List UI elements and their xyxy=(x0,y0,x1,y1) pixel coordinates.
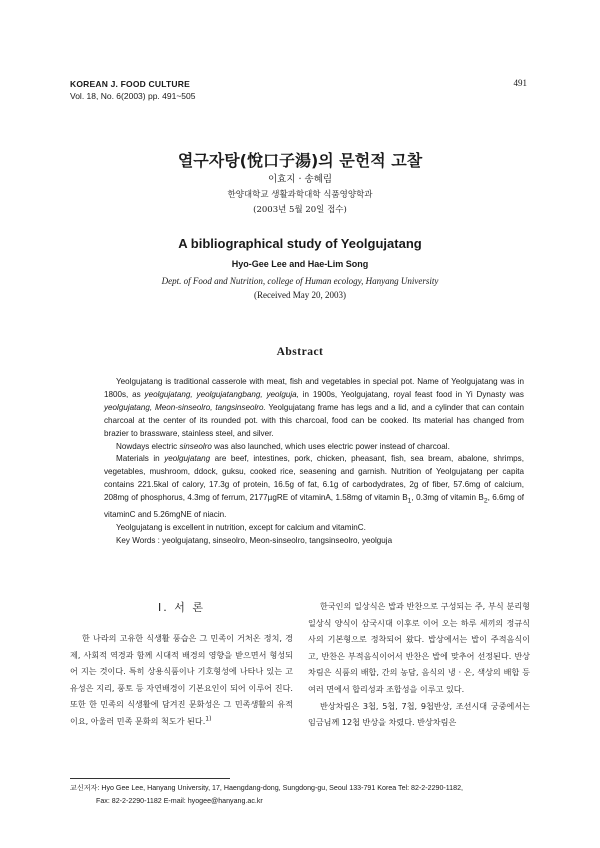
abstract-text: was also launched, which uses electric power instead of charcoal. xyxy=(211,441,450,451)
english-received-date: (Received May 20, 2003) xyxy=(254,290,346,300)
abstract-paragraph xyxy=(104,441,524,454)
body-paragraph xyxy=(70,630,293,730)
abstract-text: , 6.6mg of vitaminC and 5.26mgNE of niacin. xyxy=(104,493,524,519)
keywords-list: : yeolgujatang, sinseolro, Meon-sinseolro, tangsinseolro, yeolguja xyxy=(155,536,393,546)
abstract-text: Nowdays electric xyxy=(116,441,180,451)
right-column xyxy=(308,598,530,731)
journal-volume: Vol. 18, No. 6(2003) pp. 491~505 xyxy=(70,91,196,101)
abstract-body xyxy=(104,376,524,548)
abstract-italic-text: yeolgujatang, Meon-sinseolro, tangsinseolro. xyxy=(104,402,266,412)
abstract-text: in 1900s, Yeolgujatang, royal feast food in Yi Dynasty was xyxy=(298,389,524,399)
abstract-paragraph xyxy=(104,453,524,521)
body-paragraph: 반상차림은 3첩, 5첩, 7첩, 9첩반상, 조선시대 궁중에서는 임금님께 12첩 반상을 차렸다. 반상차림은 xyxy=(308,700,530,728)
body-paragraph: 한국인의 일상식은 밥과 반찬으로 구성되는 주, 부식 분리형 일상식 양식이 삼국시대 이후로 이어 오는 하루 세끼의 정규식사의 기본형으로 정착되어 왔다. 밥상에서는 밥이 주적음식이고, 반찬은 부적음식이어서 반찬은 밥에 맞추어 선정된다. 반상차림은 식품의 배합, 간의 농담, 음식의 냉 · 온, 색상의 배합 등 여러 면에서 합리성과 조합성을 이루고 있다. xyxy=(308,601,530,694)
left-column xyxy=(70,630,293,730)
english-title: A bibliographical study of Yeolgujatang xyxy=(178,236,422,251)
reference-superscript: 1) xyxy=(205,715,212,723)
abstract-text: are beef, intestines, pork, chicken, pheasant, fish, sea bream, abalone, shrimps, vegetables, mushroom, ddock, guksu, cooked rice, seasening and garnish. Nutrition of Yeolgujatang per capita contains 221.5kal of calory, 17.3g of protein, 16.5g of fat, 6.1g of carbodydrates, 2g of fiber, 57.6mg of calcium, 208mg of phosphorus, 4.3mg of ferrum, 2177µgRE of vitaminA, 1.58mg of vitamin B xyxy=(104,454,524,503)
abstract-text: , 0.3mg of vitamin B xyxy=(411,493,484,503)
abstract-italic-text: yeolgujatang xyxy=(164,454,211,464)
english-affiliation: Dept. of Food and Nutrition, college of Human ecology, Hanyang University xyxy=(161,276,439,286)
footnote-divider xyxy=(70,778,230,779)
korean-affiliation: 한양대학교 생활과학대학 식품영양학과 xyxy=(227,190,373,200)
body-text: 한 나라의 고유한 식생활 풍습은 그 민족이 거처온 정치, 경제, 사회적 역경과 함께 시대적 배경의 영향을 받으면서 형성되어 지는 것이다. 특히 상용식품이나 기호형성에 나타나 있는 고유성은 지리, 풍토 등 자연배경이 기본요인이 되어 이루어 진다. 또한 한 민족의 식생활에 담겨진 문화성은 그 민족생활의 유적이요, 아울러 민족 문화의 척도가 된다. xyxy=(70,633,293,726)
journal-name: KOREAN J. FOOD CULTURE xyxy=(70,79,190,89)
abstract-text: Yeolgujatang frame has legs and a lid, and a cylinder that can contain charcoal at the center of its rounded pot. with this charcoal, food can be cooked. Its material has changed from brazier to brassware, stainless steel, and silver. xyxy=(104,402,524,438)
corresponding-author-footnote xyxy=(70,782,540,808)
abstract-text: Materials in xyxy=(116,454,165,464)
abstract-heading: Abstract xyxy=(276,346,324,358)
footnote-line: 교신저자: Hyo Gee Lee, Hanyang University, 17, Haengdang-dong, Sungdong-gu, Seoul 133-791 Korea Tel: 82-2-2290-1182, xyxy=(70,784,463,792)
abstract-text: Yeolgujatang is excellent in nutrition, except for calcium and vitaminC. xyxy=(116,522,366,532)
abstract-text: Yeolgujatang is traditional casserole with meat, fish and vegetables in special pot. Name of Yeolgujatang was in 1800s, as xyxy=(104,377,524,399)
english-authors: Hyo-Gee Lee and Hae-Lim Song xyxy=(231,259,369,269)
korean-received-date: (2003년 5월 20일 접수) xyxy=(253,205,347,215)
korean-authors: 이효지 · 송혜림 xyxy=(267,174,333,185)
subscript: 2 xyxy=(483,497,488,505)
subscript: 1 xyxy=(407,497,412,505)
keywords-label: Key Words xyxy=(116,536,156,546)
footnote-line: Fax: 82-2-2290-1182 E-mail: hyogee@hanyang.ac.kr xyxy=(96,797,263,805)
page-number: 491 xyxy=(513,78,527,88)
abstract-italic-text: yeolgujatang, yeolgujatangbang, yeolguja, xyxy=(144,389,299,399)
keywords-line xyxy=(104,535,524,548)
abstract-paragraph xyxy=(104,376,524,441)
journal-header xyxy=(70,78,195,102)
section-heading-introduction: I. 서 론 xyxy=(158,601,205,614)
abstract-paragraph xyxy=(104,522,524,535)
korean-title: 열구자탕(悅口子湯)의 문헌적 고찰 xyxy=(177,151,423,170)
abstract-italic-text: sinseolro xyxy=(179,441,212,451)
